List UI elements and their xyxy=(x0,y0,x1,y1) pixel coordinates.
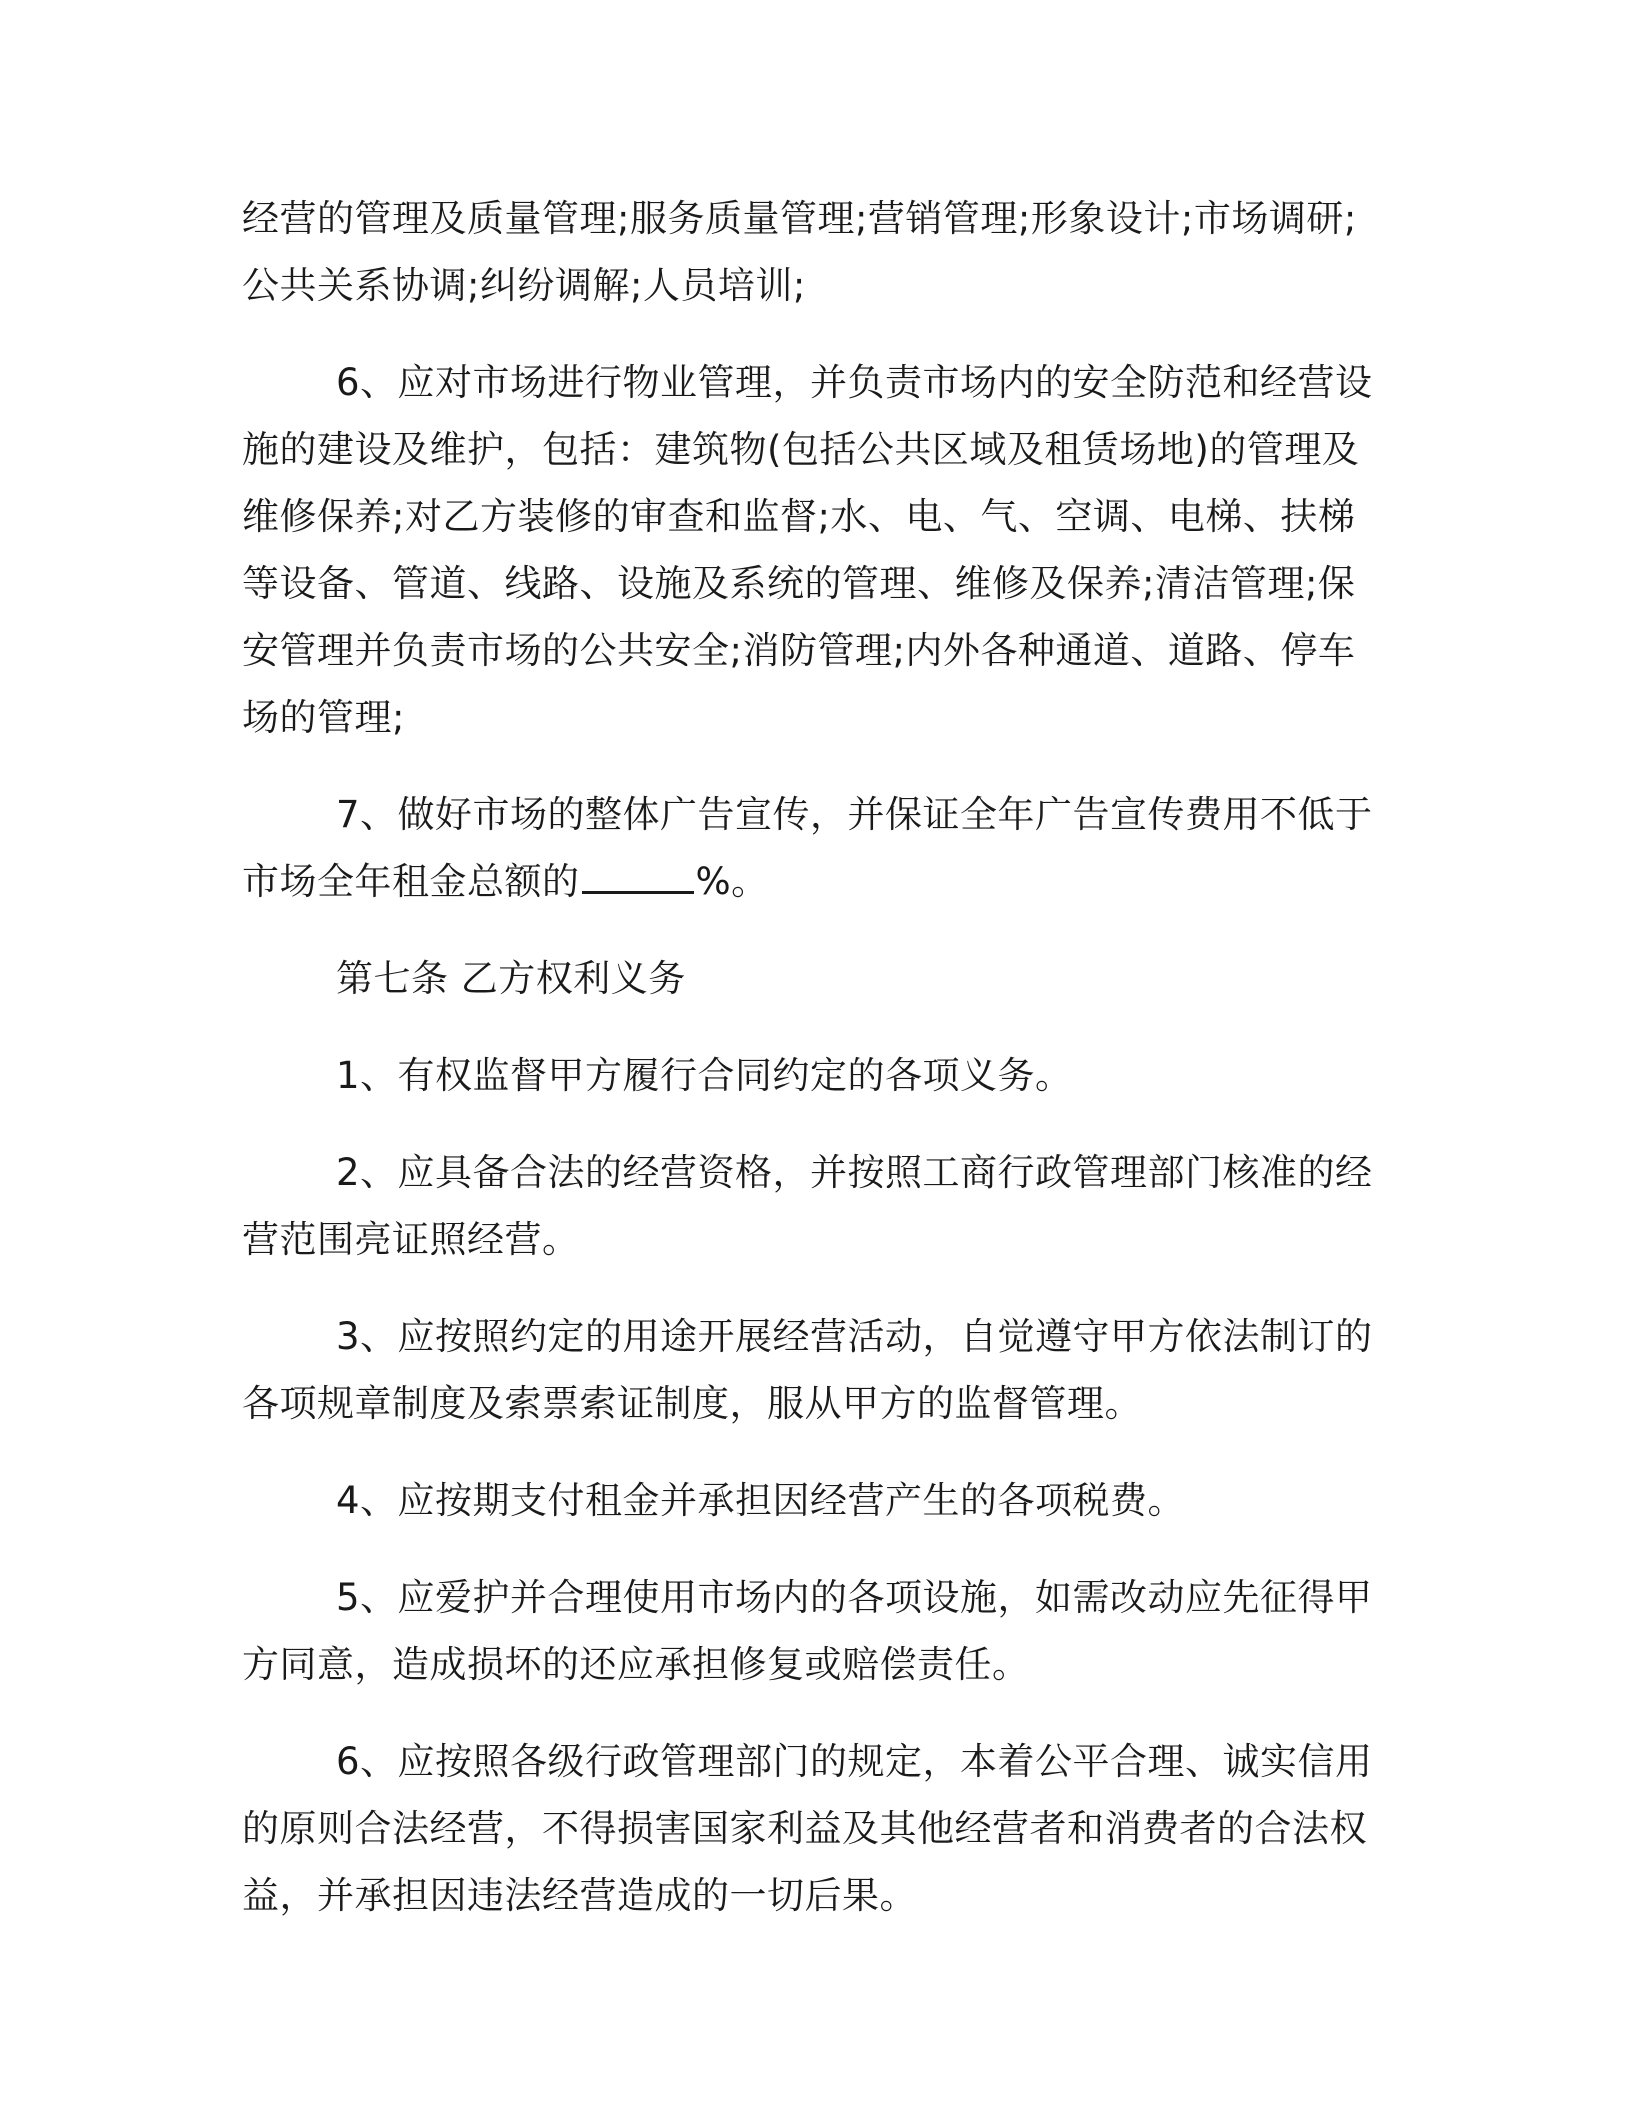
list-item-5: 5、应爱护并合理使用市场内的各项设施，如需改动应先征得甲方同意，造成损坏的还应承担修复或赔偿责任。 xyxy=(242,1576,1373,1686)
list-item-2: 2、应具备合法的经营资格，并按照工商行政管理部门核准的经营范围亮证照经营。 xyxy=(242,1151,1373,1261)
list-item-6: 6、应按照各级行政管理部门的规定，本着公平合理、诚实信用的原则合法经营，不得损害国家利益及其他经营者和消费者的合法权益，并承担因违法经营造成的一切后果。 xyxy=(242,1740,1373,1917)
paragraph-management-scope: 经营的管理及质量管理;服务质量管理;营销管理;形象设计;市场调研;公共关系协调;纠纷调解;人员培训; xyxy=(242,197,1357,307)
list-item-4: 4、应按期支付租金并承担因经营产生的各项税费。 xyxy=(336,1479,1186,1522)
section-heading-article-seven: 第七条 乙方权利义务 xyxy=(336,957,686,1000)
paragraph-advertising xyxy=(242,781,1392,915)
document-page xyxy=(242,185,1392,1959)
paragraph-property-management: 6、应对市场进行物业管理，并负责市场内的安全防范和经营设施的建设及维护，包括：建筑物(包括公共区域及租赁场地)的管理及维修保养;对乙方装修的审查和监督;水、电、气、空调、电梯、扶梯等设备、管道、线路、设施及系统的管理、维修及保养;清洁管理;保安管理并负责市场的公共安全;消防管理;内外各种通道、道路、停车场的管理; xyxy=(242,361,1373,739)
list-item-1: 1、有权监督甲方履行合同约定的各项义务。 xyxy=(336,1054,1073,1097)
advertising-text: 7、做好市场的整体广告宣传，并保证全年广告宣传费用不低于市场全年租金总额的 xyxy=(242,793,1373,903)
advertising-percent-suffix: %。 xyxy=(695,860,769,903)
list-item-3: 3、应按照约定的用途开展经营活动，自觉遵守甲方依法制订的各项规章制度及索票索证制度，服从甲方的监督管理。 xyxy=(242,1315,1373,1425)
percentage-blank-field xyxy=(582,861,694,894)
